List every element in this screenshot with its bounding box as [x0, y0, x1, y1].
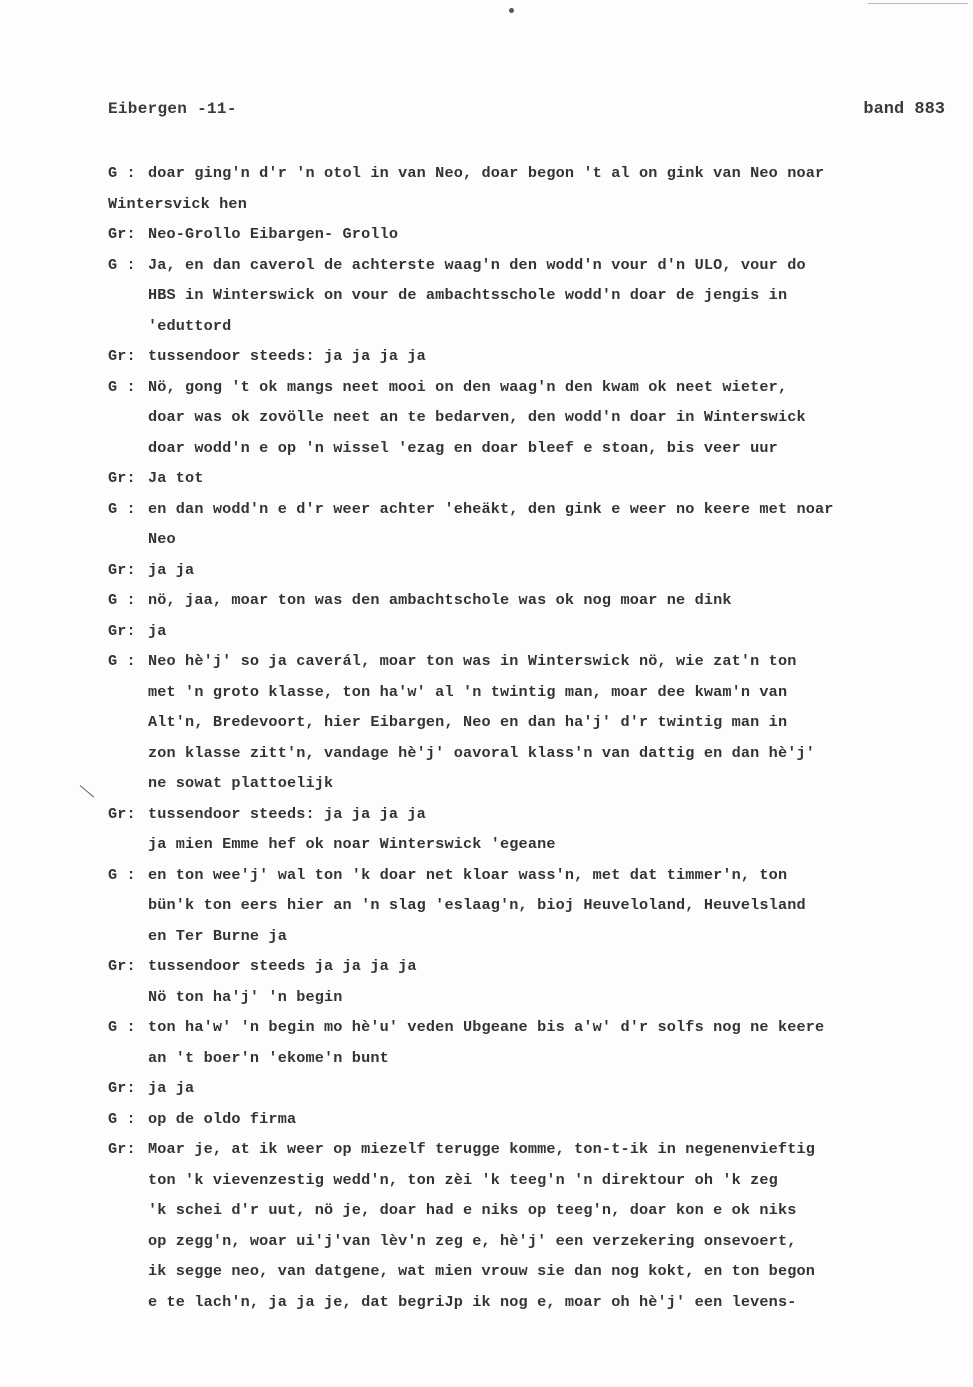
scan-edge-line	[868, 3, 968, 4]
transcript-line	[108, 921, 948, 952]
utterance-text: 'k schei d'r uut, nö je, doar had e niks op teeg'n, doar kon e ok niks	[148, 1201, 797, 1219]
transcript-body	[108, 158, 948, 1317]
transcript-line	[108, 1165, 948, 1196]
utterance-text: Neo	[148, 530, 176, 548]
transcript-line	[108, 402, 948, 433]
utterance-text: ik segge neo, van datgene, wat mien vrouw sie dan nog kokt, en ton begon	[148, 1262, 816, 1280]
utterance-text: HBS in Winterswick on vour de ambachtsschole wodd'n doar de jengis in	[148, 286, 788, 304]
speaker-label: Gr:	[108, 957, 136, 975]
speaker-label: Gr:	[108, 469, 136, 487]
transcript-line	[108, 1226, 948, 1257]
speaker-label: Gr:	[108, 347, 136, 365]
speaker-label: Gr:	[108, 225, 136, 243]
transcript-line	[108, 1256, 948, 1287]
speaker-label: G :	[108, 499, 136, 518]
utterance-text: op zegg'n, woar ui'j'van lèv'n zeg e, hè'j' een verzekering onsevoert,	[148, 1231, 797, 1250]
transcript-line	[108, 707, 948, 738]
utterance-text: Ja, en dan caverol de achterste waag'n den wodd'n vour d'n ULO, vour do	[148, 255, 806, 274]
transcript-line	[108, 860, 948, 891]
speaker-label: G :	[108, 1109, 136, 1128]
transcript-line	[108, 799, 948, 830]
transcript-line	[108, 1287, 948, 1318]
transcript-line	[108, 890, 948, 921]
transcript-line	[108, 341, 948, 372]
utterance-text: en Ter Burne ja	[148, 926, 287, 945]
speaker-label: G :	[108, 377, 136, 396]
utterance-text: Nö ton ha'j' 'n begin	[148, 987, 343, 1006]
utterance-text: bün'k ton eers hier an 'n slag 'eslaag'n, bioj Heuveloland, Heuvelsland	[148, 896, 806, 914]
utterance-text: ja ja	[148, 1079, 195, 1097]
utterance-text: Ja tot	[148, 469, 204, 487]
transcript-line	[108, 829, 948, 860]
speaker-label: Gr:	[108, 1079, 136, 1097]
transcript-line	[108, 677, 948, 708]
speaker-label: Gr:	[108, 804, 136, 823]
transcript-line	[108, 280, 948, 311]
utterance-text: Alt'n, Bredevoort, hier Eibargen, Neo en dan ha'j' d'r twintig man in	[148, 713, 788, 731]
speaker-label: G :	[108, 865, 136, 884]
utterance-text: ton ha'w' 'n begin mo hè'u' veden Ubgeane bis a'w' d'r solfs nog ne keere	[148, 1018, 825, 1036]
transcript-line	[108, 1073, 948, 1104]
utterance-text: tussendoor steeds ja ja ja ja	[148, 957, 417, 975]
utterance-text: e te lach'n, ja ja je, dat begriJp ik nog e, moar oh hè'j' een levens-	[148, 1292, 797, 1311]
utterance-text: op de oldo firma	[148, 1109, 297, 1128]
utterance-text: ja	[148, 621, 167, 640]
utterance-text: ton 'k vievenzestig wedd'n, ton zèi 'k teeg'n 'n direktour oh 'k zeg	[148, 1170, 778, 1189]
transcript-line	[108, 1104, 948, 1135]
transcript-line	[108, 433, 948, 464]
transcript-line	[108, 1012, 948, 1043]
utterance-text: an 't boer'n 'ekome'n bunt	[148, 1048, 389, 1067]
page-header-tape-number: band 883	[863, 100, 945, 119]
utterance-text: nö, jaa, moar ton was den ambachtschole was ok nog moar ne dink	[148, 591, 732, 609]
transcript-line	[108, 616, 948, 647]
transcript-line	[108, 189, 948, 220]
utterance-text: en dan wodd'n e d'r weer achter 'eheäkt, den gink e weer no keere met noar	[148, 499, 834, 518]
speaker-label: Gr:	[108, 560, 136, 579]
speaker-label: Gr:	[108, 621, 136, 640]
utterance-text: 'eduttord	[148, 316, 232, 335]
transcript-line	[108, 372, 948, 403]
transcript-line	[108, 1134, 948, 1165]
utterance-text: tussendoor steeds: ja ja ja ja	[148, 347, 426, 365]
transcript-line	[108, 250, 948, 281]
transcript-line	[108, 311, 948, 342]
transcript-line	[108, 524, 948, 555]
speaker-label: Gr:	[108, 1140, 136, 1158]
utterance-text: ja ja	[148, 560, 195, 579]
transcript-line	[108, 463, 948, 494]
transcript-line	[108, 1043, 948, 1074]
transcript-line	[108, 158, 948, 189]
utterance-text: ja mien Emme hef ok noar Winterswick 'egeane	[148, 835, 556, 853]
utterance-text: tussendoor steeds: ja ja ja ja	[148, 804, 426, 823]
transcript-line	[108, 738, 948, 769]
utterance-text: ne sowat plattoelijk	[148, 774, 334, 792]
transcript-line	[108, 585, 948, 616]
utterance-text: Moar je, at ik weer op miezelf terugge komme, ton-t-ik in negenenvieftig	[148, 1140, 816, 1158]
transcript-line	[108, 494, 948, 525]
transcript-line	[108, 1195, 948, 1226]
utterance-text: doar wodd'n e op 'n wissel 'ezag en doar bleef e stoan, bis veer uur	[148, 438, 778, 457]
margin-pencil-mark	[80, 785, 94, 797]
utterance-text: Neo hè'j' so ja caverál, moar ton was in Winterswick nö, wie zat'n ton	[148, 652, 797, 670]
speaker-label: G :	[108, 591, 136, 609]
utterance-text: Wintersvick hen	[108, 194, 247, 213]
transcript-line	[108, 646, 948, 677]
utterance-text: en ton wee'j' wal ton 'k doar net kloar wass'n, met dat timmer'n, ton	[148, 865, 788, 884]
transcript-line	[108, 951, 948, 982]
transcript-line	[108, 219, 948, 250]
transcript-line	[108, 982, 948, 1013]
utterance-text: Neo-Grollo Eibargen- Grollo	[148, 225, 399, 243]
utterance-text: Nö, gong 't ok mangs neet mooi on den waag'n den kwam ok neet wieter,	[148, 377, 788, 396]
transcript-line	[108, 555, 948, 586]
utterance-text: doar ging'n d'r 'n otol in van Neo, doar begon 't al on gink van Neo noar	[148, 164, 825, 182]
utterance-text: zon klasse zitt'n, vandage hè'j' oavoral klass'n van dattig en dan hè'j'	[148, 743, 816, 762]
speaker-label: G :	[108, 1018, 136, 1036]
utterance-text: doar was ok zovölle neet an te bedarven, den wodd'n doar in Winterswick	[148, 408, 806, 426]
speaker-label: G :	[108, 652, 136, 670]
transcript-line	[108, 768, 948, 799]
page-header-location: Eibergen -11-	[108, 100, 237, 118]
utterance-text: met 'n groto klasse, ton ha'w' al 'n twintig man, moar dee kwam'n van	[148, 682, 788, 701]
punch-mark	[509, 8, 514, 13]
speaker-label: G :	[108, 255, 136, 274]
speaker-label: G :	[108, 164, 136, 182]
